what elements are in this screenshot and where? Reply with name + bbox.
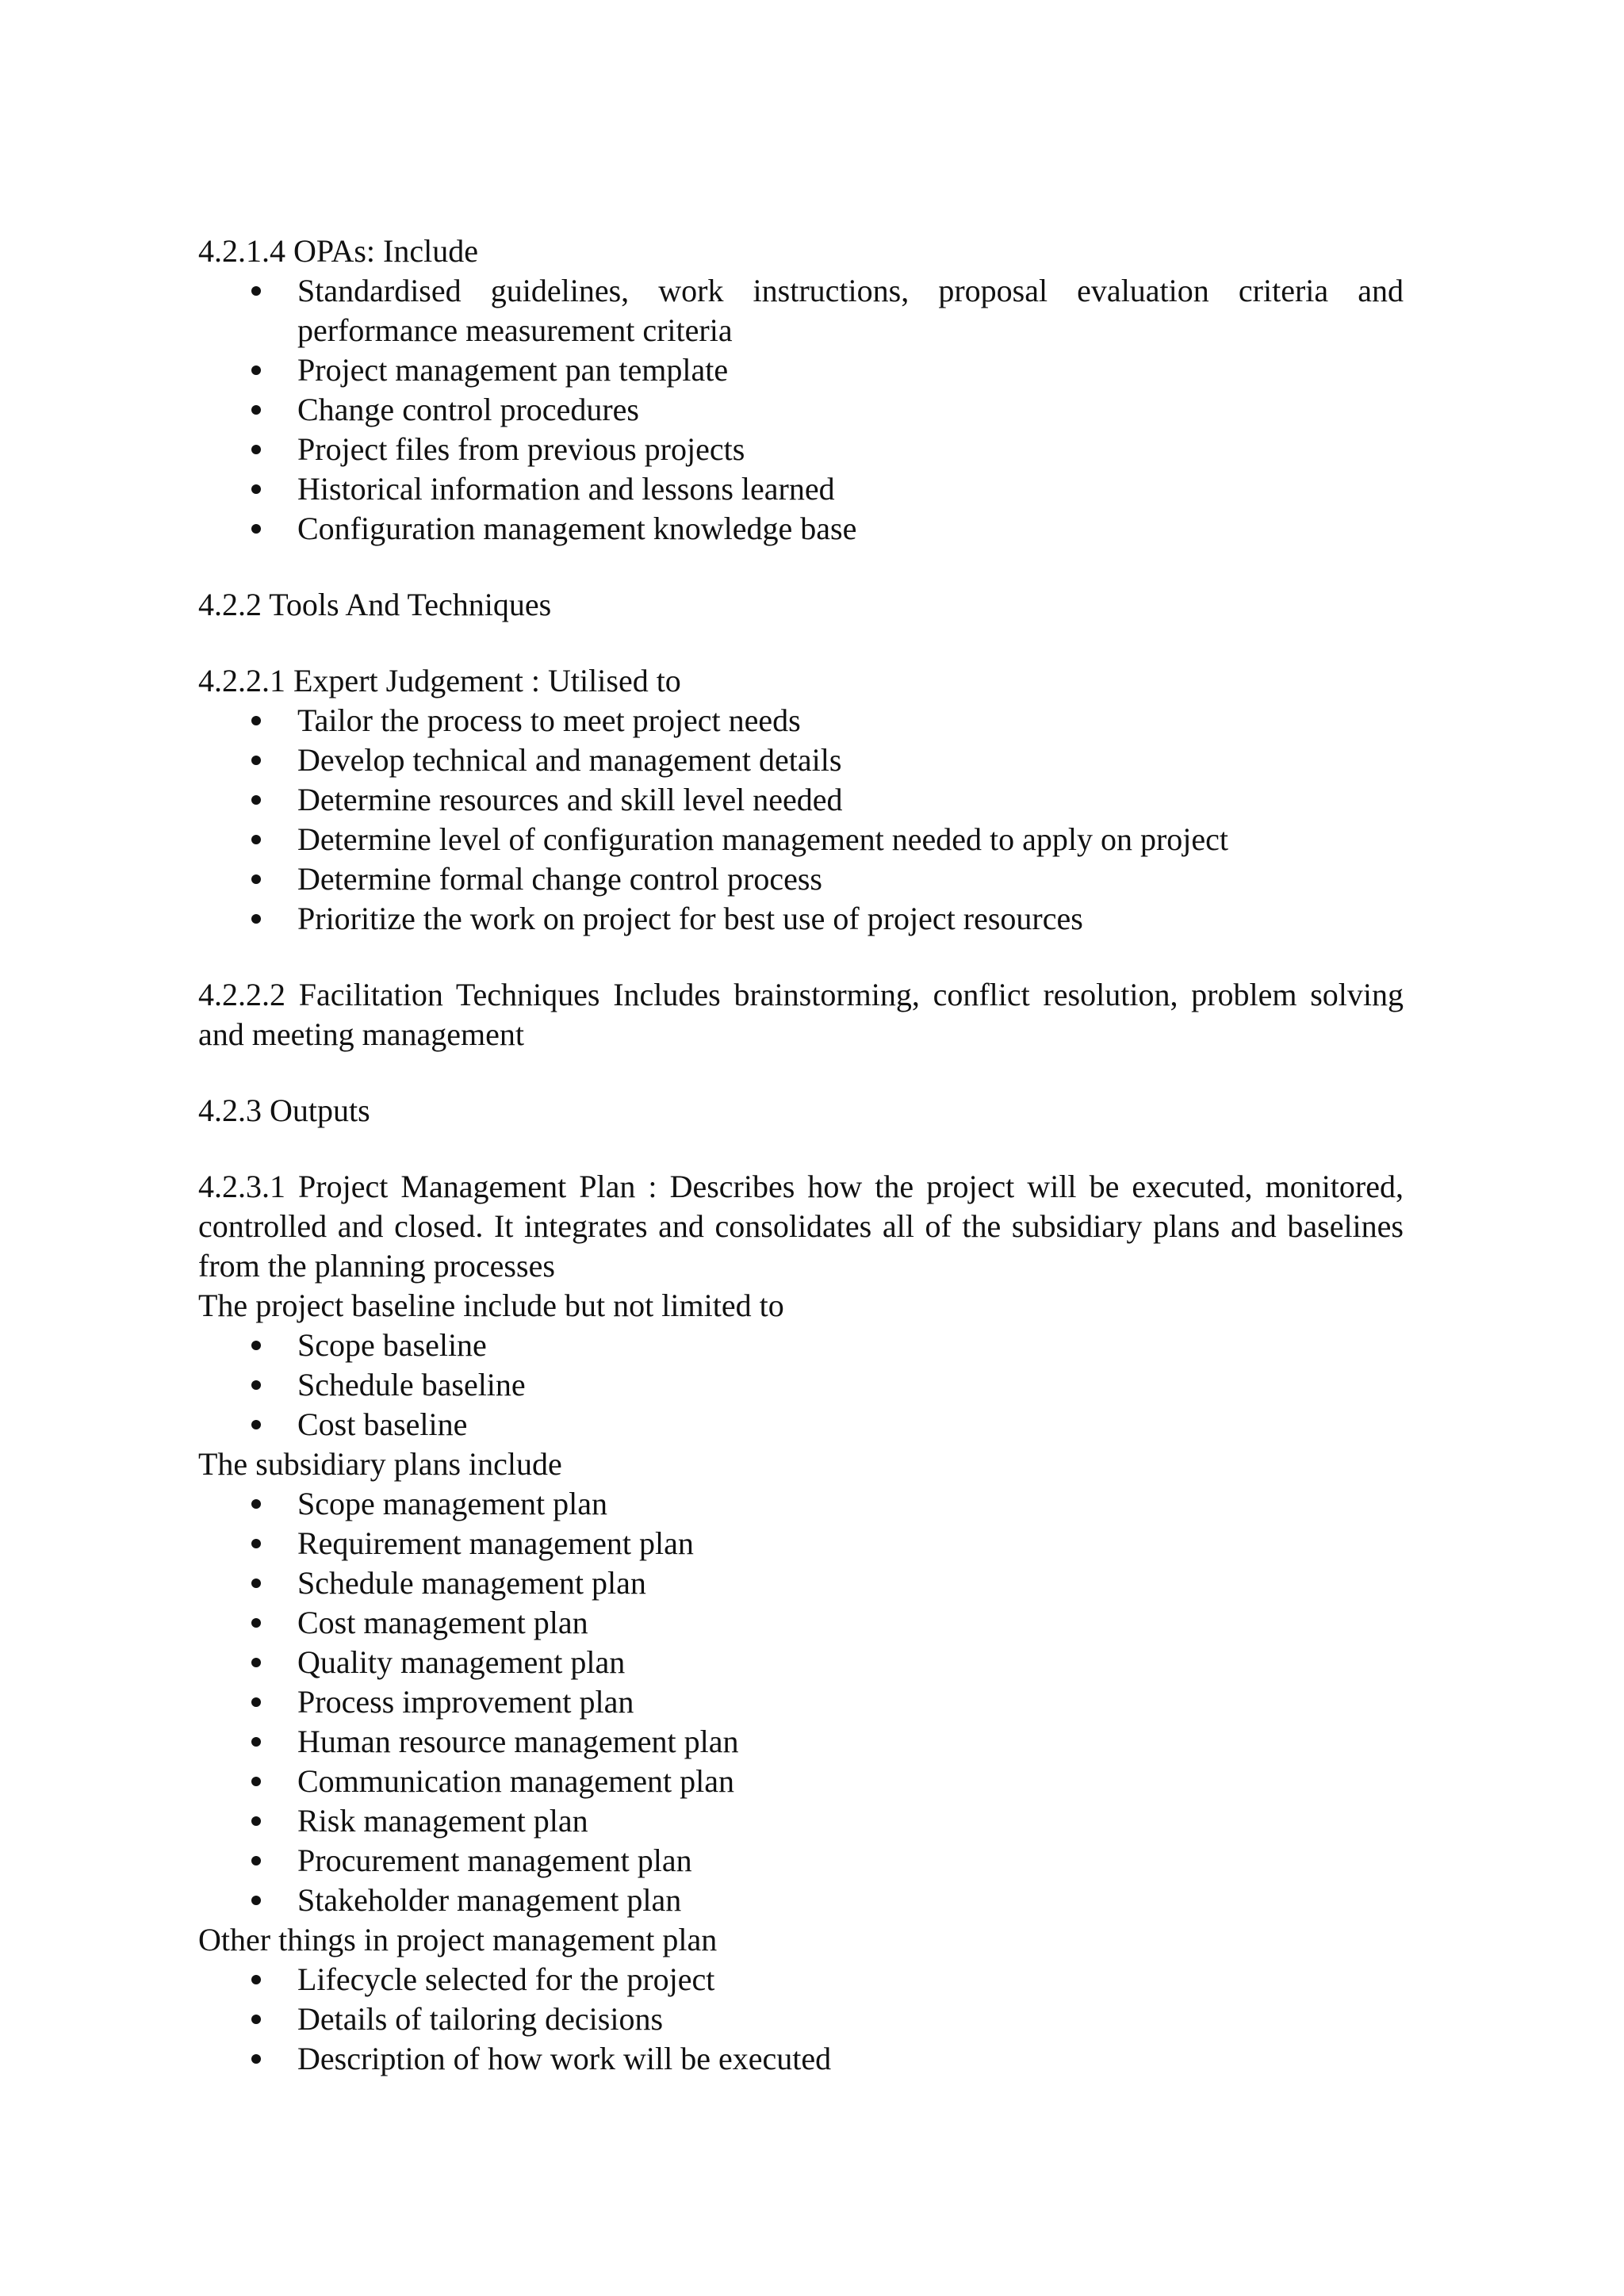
list-item: Schedule management plan (297, 1563, 1404, 1603)
bullet-icon (251, 2015, 261, 2024)
group-label-other-things: Other things in project management plan (198, 1922, 718, 1957)
bullet-icon (251, 365, 261, 375)
list-item: Risk management plan (297, 1801, 1404, 1841)
list-item: Description of how work will be executed (297, 2039, 1404, 2079)
bullet-icon (251, 1420, 261, 1429)
list-item: Determine level of configuration management needed to apply on project (297, 820, 1404, 859)
list-item: Determine formal change control process (297, 859, 1404, 899)
list-item: Lifecycle selected for the project (297, 1960, 1404, 1999)
bullet-icon (251, 484, 261, 494)
bullet-icon (251, 914, 261, 924)
document-page (198, 232, 1404, 2079)
section-heading-expert-judgement: 4.2.2.1 Expert Judgement : Utilised to (198, 663, 681, 698)
list-item: Determine resources and skill level needed (297, 780, 1404, 820)
list-item: Human resource management plan (297, 1722, 1404, 1762)
list-item: Procurement management plan (297, 1841, 1404, 1881)
bullet-icon (251, 1975, 261, 1984)
list-item: Communication management plan (297, 1762, 1404, 1801)
project-baseline-list (198, 1326, 1404, 1445)
bullet-icon (251, 1896, 261, 1905)
bullet-icon (251, 1341, 261, 1350)
bullet-icon (251, 874, 261, 884)
group-label-subsidiary-plans: The subsidiary plans include (198, 1446, 562, 1482)
bullet-icon (251, 1737, 261, 1747)
list-item: Cost management plan (297, 1603, 1404, 1643)
bullet-icon (251, 1697, 261, 1707)
bullet-icon (251, 795, 261, 805)
list-item: Details of tailoring decisions (297, 1999, 1404, 2039)
list-item: Historical information and lessons learned (297, 469, 1404, 509)
list-item: Scope management plan (297, 1484, 1404, 1524)
section-heading-outputs: 4.2.3 Outputs (198, 1093, 370, 1128)
bullet-icon (251, 1618, 261, 1628)
bullet-icon (251, 716, 261, 725)
subsidiary-plans-list (198, 1484, 1404, 1920)
list-item: Change control procedures (297, 390, 1404, 430)
list-item: Project management pan template (297, 350, 1404, 390)
list-item: Process improvement plan (297, 1682, 1404, 1722)
other-things-list (198, 1960, 1404, 2079)
list-item: Cost baseline (297, 1405, 1404, 1445)
bullet-icon (251, 835, 261, 844)
list-item: Tailor the process to meet project needs (297, 701, 1404, 740)
bullet-icon (251, 1658, 261, 1667)
bullet-icon (251, 756, 261, 765)
bullet-icon (251, 1539, 261, 1548)
bullet-icon (251, 1816, 261, 1826)
bullet-icon (251, 2054, 261, 2064)
bullet-icon (251, 1856, 261, 1866)
list-item: Prioritize the work on project for best use of project resources (297, 899, 1404, 939)
list-item: Schedule baseline (297, 1365, 1404, 1405)
bullet-icon (251, 445, 261, 454)
bullet-icon (251, 524, 261, 534)
expert-judgement-list (198, 701, 1404, 939)
list-item: Project files from previous projects (297, 430, 1404, 469)
bullet-icon (251, 1777, 261, 1786)
section-paragraph-project-management-plan: 4.2.3.1 Project Management Plan : Describes how the project will be executed, monitored, controlled and closed. It integrates and consolidates all of the subsidiary plans and baselines from the planning processes (198, 1169, 1404, 1284)
bullet-icon (251, 286, 261, 296)
list-item: Requirement management plan (297, 1524, 1404, 1563)
section-heading-opas: 4.2.1.4 OPAs: Include (198, 233, 478, 269)
group-label-project-baseline: The project baseline include but not limited to (198, 1288, 784, 1323)
bullet-icon (251, 1578, 261, 1588)
opas-list (198, 271, 1404, 549)
section-heading-tools-techniques: 4.2.2 Tools And Techniques (198, 587, 552, 622)
list-item: Scope baseline (297, 1326, 1404, 1365)
list-item: Quality management plan (297, 1643, 1404, 1682)
list-item: Standardised guidelines, work instructions, proposal evaluation criteria and performance measurement criteria (297, 271, 1404, 350)
list-item: Develop technical and management details (297, 740, 1404, 780)
bullet-icon (251, 1380, 261, 1390)
section-paragraph-facilitation-techniques: 4.2.2.2 Facilitation Techniques Includes brainstorming, conflict resolution, problem solving and meeting management (198, 977, 1404, 1052)
list-item: Stakeholder management plan (297, 1881, 1404, 1920)
bullet-icon (251, 405, 261, 415)
bullet-icon (251, 1499, 261, 1509)
list-item: Configuration management knowledge base (297, 509, 1404, 549)
